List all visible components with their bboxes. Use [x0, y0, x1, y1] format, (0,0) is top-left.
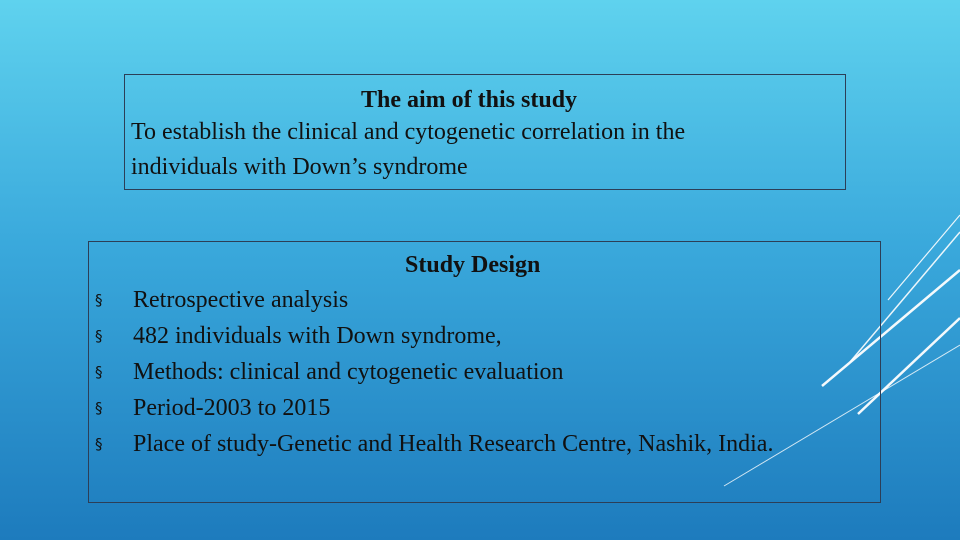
study-design-box [88, 241, 881, 503]
list-item-text: Place of study-Genetic and Health Research Centre, Nashik, India. [133, 431, 774, 457]
bullet-icon: § [95, 363, 103, 381]
list-item [89, 426, 880, 462]
list-item-text: Methods: clinical and cytogenetic evaluation [133, 359, 564, 385]
bullet-icon: § [95, 327, 103, 345]
list-item [89, 318, 880, 354]
aim-heading: The aim of this study [361, 87, 578, 113]
bullet-icon: § [95, 435, 103, 453]
study-design-heading: Study Design [405, 252, 541, 278]
list-item-text: 482 individuals with Down syndrome, [133, 323, 502, 349]
list-item [89, 282, 880, 318]
aim-text-line-2: individuals with Down’s syndrome [131, 154, 468, 180]
study-design-list [89, 282, 880, 462]
list-item [89, 390, 880, 426]
list-item-text: Period-2003 to 2015 [133, 395, 331, 421]
bullet-icon: § [95, 291, 103, 309]
bullet-icon: § [95, 399, 103, 417]
list-item-text: Retrospective analysis [133, 287, 349, 313]
list-item [89, 354, 880, 390]
aim-box [124, 74, 846, 190]
deco-line [888, 215, 960, 300]
aim-text-line-1: To establish the clinical and cytogenetic correlation in the [131, 119, 686, 145]
